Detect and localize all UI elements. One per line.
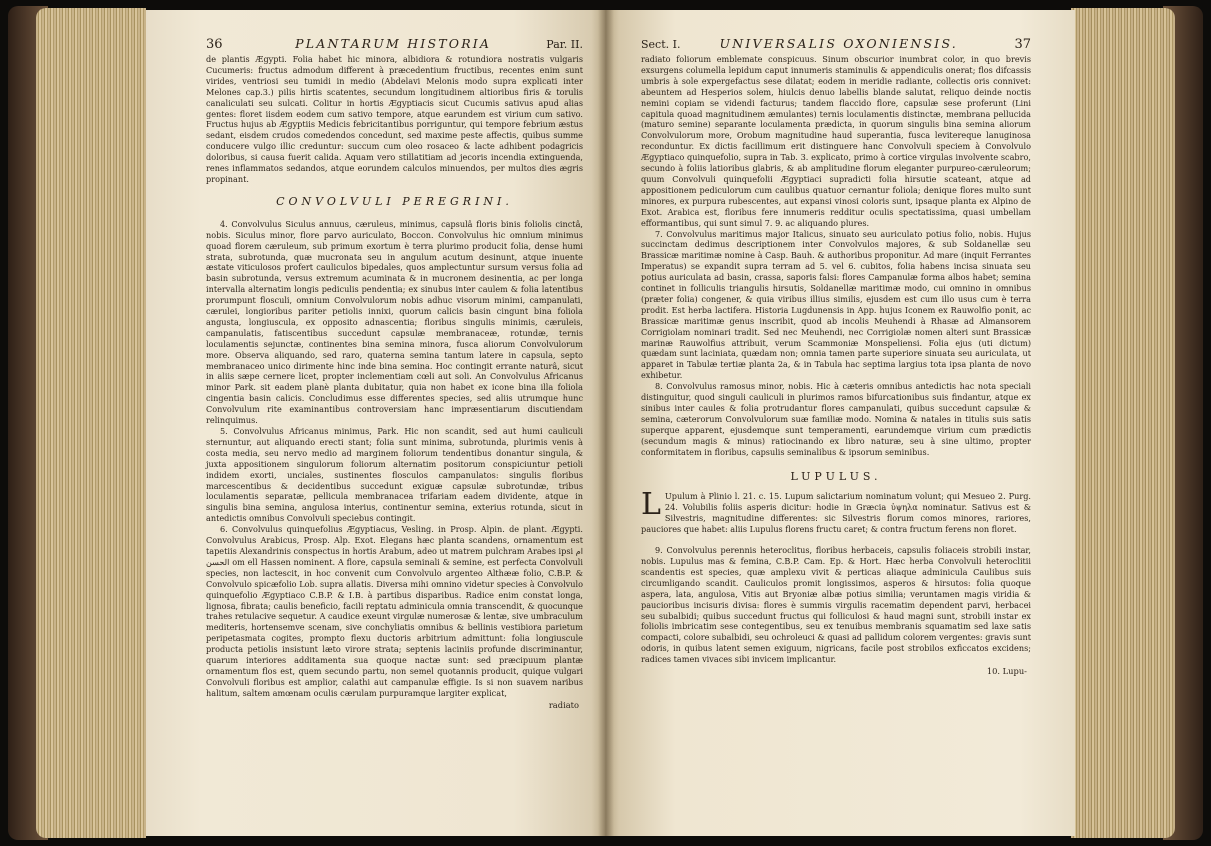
left-page-edges [36, 8, 146, 838]
drop-cap: L [641, 487, 661, 523]
paragraph-8: 8. Convolvulus ramosus minor, nobis. Hic à cæteris omnibus antedictis hac nota speciali distinguitur, quod singuli cauliculi in plurimos ramos bifurcationibus suis findantur, atque ex sinibus inter caules & folia protrudantur flores campanulati, quibus succedunt capsulæ & semina, cæterorum Convolvulorum suæ familiæ modo. Nomina & natales in titulis suis satis superque apparent, ejusdemque sunt temperamenti, earundemque virium cum prædictis (secundum magis & minus) ratiocinando ex libro naturæ, seu à sine ultimo, propter conformitatem in floribus, capsulis seminalibus & ipsorum seminibus. [641, 381, 1031, 457]
page-number: 36 [206, 37, 223, 52]
right-page [605, 10, 1075, 836]
book-gutter [598, 10, 614, 836]
running-title: PLANTARUM HISTORIA [295, 36, 492, 51]
right-page-edges [1071, 8, 1175, 838]
catchword: radiato [548, 699, 579, 710]
left-page [146, 10, 605, 836]
section-heading: CONVOLVULI PEREGRINI. [276, 194, 513, 208]
paragraph-9: 9. Convolvulus perennis heteroclitus, floribus herbaceis, capsulis foliaceis strobili instar, nobis. Lupulus mas & femina, C.B.P. Cam. Ep. & Hort. Hæc herba Convolvuli heteroclitii scandentis est species, quæ amplexu vivit & perticas aliaque adminicula Caulibus suis circumligando scandit. Cauliculos promit longissimos, asperos & hirsutos: folia quoque aspera, lata, angulosa, Vitis aut Bryoniæ albæ potius similia; veruntamen magis viridia & paucioribus incisuris divisa: flores è summis virgulis racematim dependent parvi, herbacei seu subalbidi; quibus succedunt fructus qui folliculosi & haud magni sunt, strobili instar ex foliolis imbricatim sese contegentibus, seu ex tenuibus membranis squamatim sed laxe satis compacti, colore subalbidi, seu ochroleuci & quasi ad pallidum colorem vergentes: gravis sunt odoris, in quibus latent semen exiguum, nigricans, facile post strobilos exficcatos excidens; radices tamen vivaces sibi invicem implicantur. [641, 545, 1031, 665]
paragraph-7: 7. Convolvulus maritimus major Italicus, sinuato seu auriculato potius folio, nobis. Hujus succinctam dedimus descriptionem inter Convolvulos majores, & sub Soldanellæ seu Brassicæ maritimæ nomine à Casp. Bauh. & authoribus proponitur. Ad mare (inquit Ferrantes Imperatus) se expandit supra terram ad 5. vel 6. cubitos, folia habens incisa sinuata seu potius auriculata ad basin, crassa, saporis falsi: flores Campanulæ forma albos habet; semina continet in folliculis triangulis hirsutis, Soldanellæ maritimæ modo, cui omnino in omnibus (præter folia) congener, & quia viribus illius similis, ejusdem est cum illo usus cum è terra prodit. Est herba lactifera. Historia Lugdunensis in App. hujus Iconem ex Rauwolfio ponit, ac Brassicæ maritimæ genus inscribit, quod ab incolis Meuhendi à Rhasæ ad Almansorem Corrigiolam nominari tradit. Sed nec Meuhendi, nec Corrigiolæ nomen alteri sunt Brassicæ marinæ Rauwolfius attribuit, verum Scammoniæ Monspeliensi. Folia ejus (uti dictum) quædam sunt laciniata, quædam non; omnia tamen parte superiore sinuata seu auriculata, ut apparet in Tabulæ tertiæ planta 2a, & in Tabula hac septima largius tota ipsa planta de novo exhibetur. [641, 228, 1031, 381]
lupulus-heading: LUPULUS. [790, 469, 882, 483]
left-running-head [206, 36, 583, 54]
page-number: 37 [1014, 37, 1031, 52]
paragraph-4: 4. Convolvulus Siculus annuus, cæruleus, minimus, capsulâ floris binis foliolis cinctâ, nobis. Siculus minor, flore parvo auriculato, Boccon. Convolvulus hic omnium minimus quoad florem cæruleum, sub primum exortum è terra plurimo producit folia, dense humi strata, subrotunda, quæ mucronata seu in angulum acutum desinunt, atque inuente æstate viticulosos profert cauliculos bipedales, quos amplectuntur sursum versus folia ad basin subrotunda, versus extremum acuminata & in mucronem desinentia, ac per longa intervalla alternatim longis pediculis pendentia; ex sinubus inter caulem & folia latentibus prorumpunt flosculi, omnium Convolvulorum nobis adhuc visorum minimi, campanulati, cærulei, longioribus pariter petiolis innixi, quorum calicis basin cingunt bina foliola angusta, longiuscula, ex opposito adnascentia; floribus singulis minimis, cæruleis, campanulatis, fatiscentibus succedunt capsulæ membranaceæ, rotundæ, ternis loculamentis sejunctæ, continentes bina semina minora, fusca aliorum Convolvulorum more. Observa aliquando, sed raro, quaterna semina tantum latere in capsula, septo membranaceo unico dirimente hinc inde bina semina. Hoc contingit errante naturâ, sicut in aliis sæpe cernere licet, propter inclementiam cœli aut soli. An Convolvulus Africanus minor Park. sit eadem planè planta dubitatur, quia non habet ex icone bina illa foliola cingentia basin calicis. Concludimus esse differentes species, sed aliis utrumque hunc Convolvulum rite examinantibus controversiam hanc impræsentiarum discutiendam relinquimus. [206, 218, 583, 426]
catchword: 10. Lupu- [986, 666, 1027, 677]
paragraph-5: 5. Convolvulus Africanus minimus, Park. Hic non scandit, sed aut humi cauliculi sternuntur, aut aliquando erecti stant; folia sunt minima, subrotunda, plurimis venis à costa media, seu nervo medio ad marginem foliorum tendentibus donantur singula, & juxta appositionem singulorum foliorum alternatim positorum conspiciuntur petioli indidem exorti, unciales, sustinentes flosculos campanulatos: singulis floribus marcescentibus & decidentibus succedunt exiguæ capsulæ subrotundæ, tribus loculamentis separatæ, pellicula membranacea trifariam eadem dividente, atque in singulis bina semina, angulosa interius, continentur semina, exterius rotunda, sicut in antedictis omnibus Convolvuli speciebus contingit. [206, 426, 583, 524]
lupulus-intro: Upulum à Plinio l. 21. c. 15. Lupum salictarium nominatum volunt; qui Mesueo 2. Purg. 24. Volubilis foliis asperis dicitur: hodie in Græcia ὑψηλα nominatur. Sativus est & Silvestris, magnitudine differentes: sic Silvestris florum comos minores, rariores, pauciores que habet: aliis Lupulus florens fructu caret; & contra fructum ferens non floret. [641, 491, 1031, 535]
section-label: Par. II. [546, 38, 583, 51]
opening-paragraph: de plantis Ægypti. Folia habet hic minora, albidiora & rotundiora nostratis vulgaris Cucumeris: fructus admodum different à præcedentium fructibus, recentes enim sunt virides, ventriosi seu tumidi in medio (Abdelavi Melonis modo supra explicati inter Melones cap.3.) pilis hirtis scatentes, secundum longitudinem altioribus firis & torulis canaliculati seu sulcati. Colitur in hortis Ægyptiacis sicut Cucumis sativus apud alias gentes: floret iisdem eodem cum sativo tempore, atque earundem est virium cum sativo. Fructus hujus ab Ægyptiis Medicis febricitantibus porriguntur, qui tempore febrium æstus sedant, eisdem crudos comedendos concedunt, sed maxime peste affectis, quibus summe conducere vulgo illic creduntur: succum cum oleo rosaceo & lacte adhibent podagricis doloribus, si causa fuerit calida. Aquam vero stillatitiam ad jecoris incendia extinguenda, renes inflammatos sedandos, atque eorundem calculos minuendos, per multos dies ægris propinant. [206, 54, 583, 184]
section-label: Sect. I. [641, 38, 681, 51]
right-running-head [641, 36, 1031, 54]
running-title: UNIVERSALIS OXONIENSIS. [719, 36, 958, 51]
lupulus-intro-block [641, 487, 1031, 535]
opening-paragraph: radiato foliorum emblemate conspicuus. Sinum obscurior inumbrat color, in quo brevis exsurgens columella lepidum caput innumeris staminulis & appendiculis onerat; flos difcassis umbris à sole expergefactus sese dilatat; eodem in meridie radiante, collectis oris connivet: abeuntem ad Hesperios solem, hiulcis denuo labellis blande salutat, reliquo deinde noctis nemini copiam se videndi facturus; tandem flaccido flore, capsulæ sese proferunt (Lini capitula quoad magnitudinem æmulantes) ternis loculamentis distinctæ, membrana pellucida (maturo semine) separante loculamenta prædicta, in quorum singulis bina semina aliorum Convolvulorum more, Orobum magnitudine haud superantia, fusca levitereque lanuginosa reconduntur. Ex dictis facillimum erit distinguere hanc Convolvuli speciem à Convolvulo Ægyptiaco quinquefolio, supra in Tab. 3. explicato, primo à cortice virgulas involvente scabro, secundo à foliis latioribus glabris, & ab amplitudine florum eleganter purpureo-cæruleorum; quum Convolvuli quinquefolii Ægyptiaci supradicti folia hirsutie scateant, atque ad appositionem pediculorum cum caulibus quatuor cernantur foliola; denique flores multo sunt minores, ex purpura rubescentes, aut expansi vinosi coloris sunt, ipsaque planta ex Alpino de Exot. Arabica est, floribus fere innumeris redditur oculis spectatissima, quasi umbellam efformantibus, qui sunt simul 7. 9. ac aliquando plures. [641, 54, 1031, 228]
paragraph-6: 6. Convolvulus quinquefolius Ægyptiacus, Vesling. in Prosp. Alpin. de plant. Ægypti. Convolvulus Arabicus, Prosp. Alp. Exot. Elegans hæc planta scandens, ornamentum est tapetiis Alexandrinis conspectus in hortis Arabum, adeo ut matrem pulchram Arabes ipsi ام الحسن om ell Hassen nominent. A flore, capsula seminali & semine, est perfecta Convolvuli species, non lactescit, in hoc convenit cum Convolvulo argenteo Althææ folio, C.B.P. & Convolvulo spicæfolio Lob. supra allatis. Diversa mihi omnino videtur species à Convolvulo quinquefolio Ægyptiaco C.B.P. & I.B. à partibus disparibus. Radice enim constat longa, lignosa, fibrata; caulis beneficio, facili reptatu adminicula omnia transcendit, & quocunque trahes retulacive sequetur. A caudice exeunt virgulæ numerosæ & lentæ, sive umbraculum mediteris, hortensemve scenam, sive conchyliatis omnibus & bellinis vestibiora parietum peripetasmata cogites, prompto flexu ductoris arbitrium admittunt: folia longiuscule producta petiolis insistunt læto virore strata; septenis laciniis profunde discriminantur, quarum interiores additamenta sua quoque nactæ sunt: sed præcipuum plantæ ornamentum flos est, quem secundo partu, non semel quotannis producit, quique vulgari Convolvuli floribus est amplior, calathi aut campanulæ effigie. Is si non suavem naribus halitum, saltem amœnam oculis cærulam purpuramque largiter explicat, [206, 524, 583, 698]
